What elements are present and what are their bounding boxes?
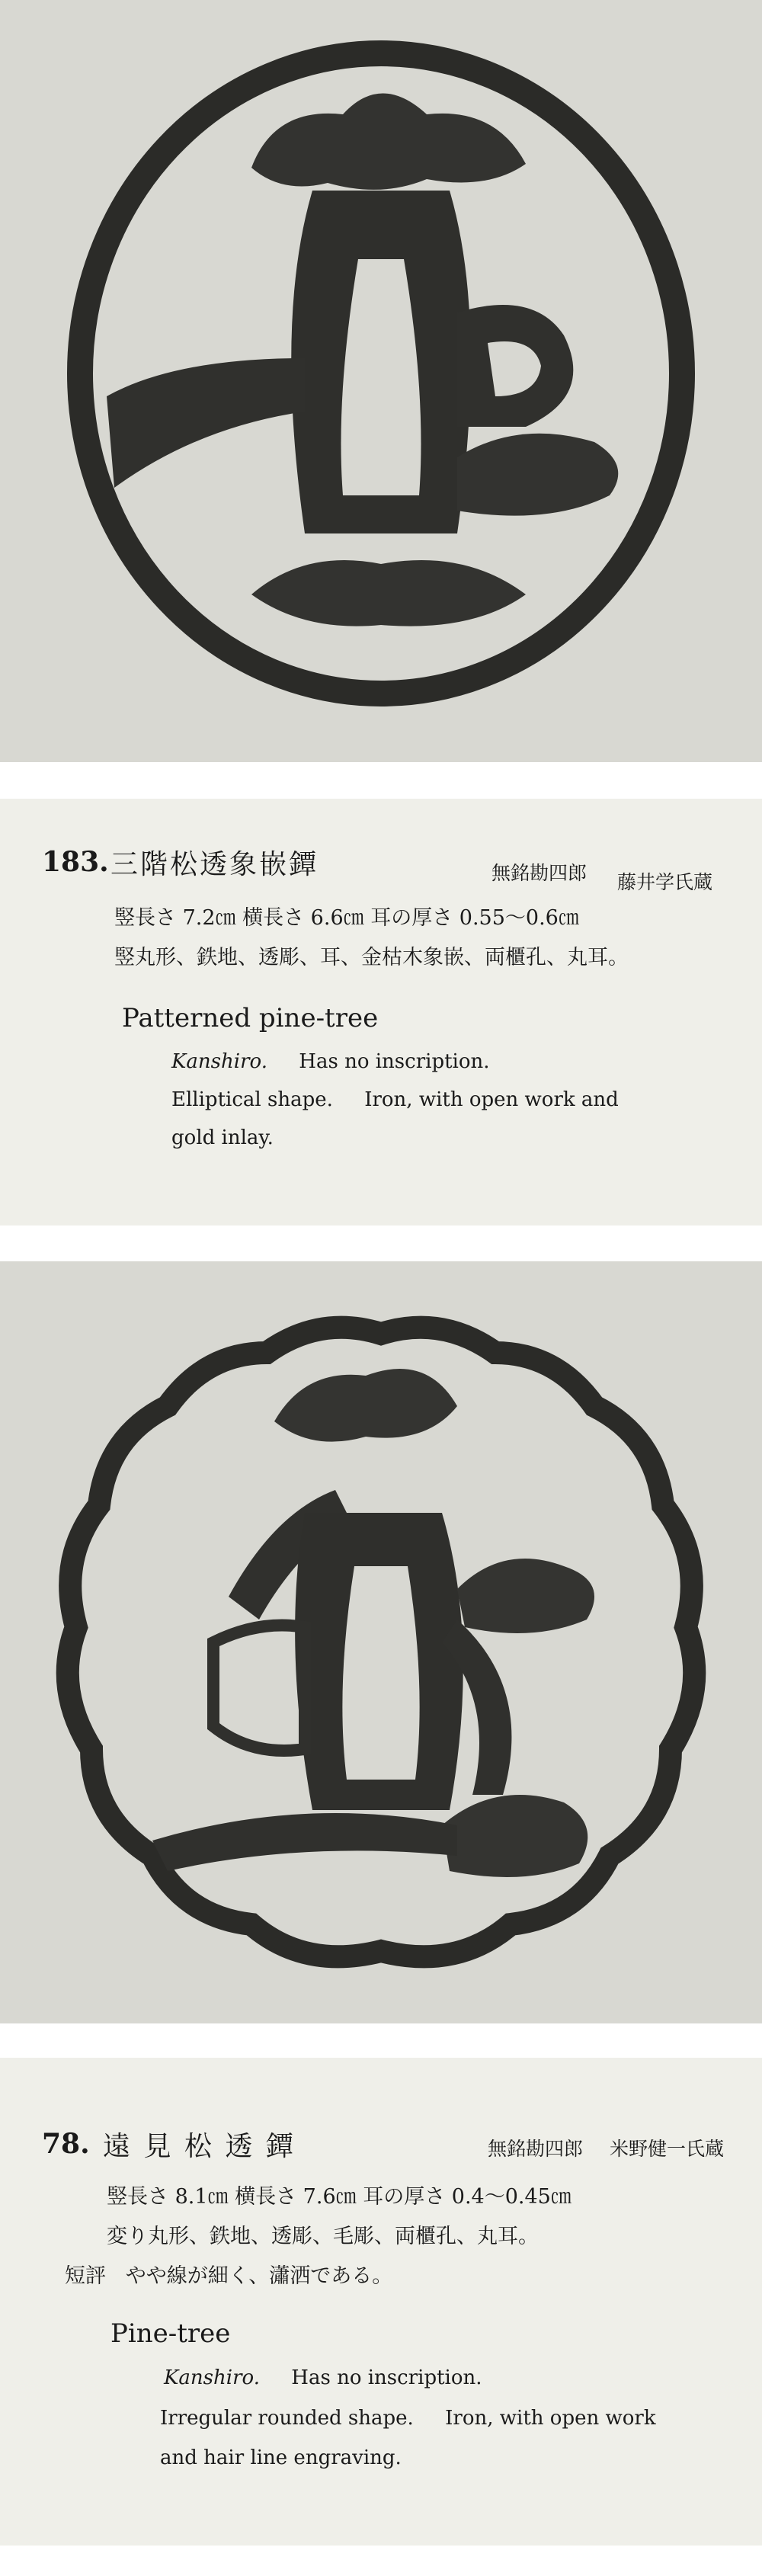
material-en-2: and hair line engraving. (160, 2446, 402, 2469)
description-jp: 竪丸形、鉄地、透彫、耳、金枯木象嵌、両櫃孔、丸耳。 (114, 946, 629, 969)
owner-jp: 藤井学氏蔵 (617, 871, 713, 893)
inscription-en: Has no inscription. (299, 1050, 490, 1073)
maker-en: Kanshiro. (164, 2366, 260, 2389)
english-title: Patterned pine-tree (122, 1003, 379, 1033)
entry-number: 183. (42, 846, 109, 878)
tsuba-78-image (0, 1261, 762, 2023)
tsuba-78-photo (0, 1261, 762, 2023)
entry-78-caption (0, 2058, 762, 2546)
shape-line (160, 2407, 656, 2430)
owner-jp: 米野健一氏蔵 (610, 2138, 725, 2160)
critique-label: 短評 (65, 2264, 106, 2288)
maker-line (171, 1050, 490, 1073)
tsuba-183-image (0, 0, 762, 762)
maker-jp: 無銘勘四郎 (488, 2138, 584, 2160)
inscription-en: Has no inscription. (291, 2366, 482, 2389)
entry-title: 遠 見 松 透 鐔 (103, 2131, 296, 2162)
measurements: 竪長さ 8.1㎝ 横長さ 7.6㎝ 耳の厚さ 0.4～0.45㎝ (107, 2185, 572, 2209)
maker-jp: 無銘勘四郎 (491, 862, 588, 884)
shape-en: Elliptical shape. (171, 1088, 333, 1111)
shape-line (171, 1088, 619, 1111)
material-en-2: gold inlay. (171, 1126, 274, 1149)
critique-text: やや線が細く、瀟洒である。 (125, 2264, 393, 2288)
tsuba-183-photo (0, 0, 762, 762)
entry-title: 三階松透象嵌鐔 (110, 849, 319, 880)
english-title: Pine-tree (110, 2318, 231, 2349)
maker-line (164, 2366, 482, 2389)
description-jp: 変り丸形、鉄地、透彫、毛彫、両櫃孔、丸耳。 (107, 2225, 539, 2248)
measurements: 竪長さ 7.2㎝ 横長さ 6.6㎝ 耳の厚さ 0.55～0.6㎝ (114, 906, 579, 930)
entry-183-caption (0, 799, 762, 1226)
material-en: Iron, with open work (445, 2407, 656, 2430)
entry-number: 78. (42, 2128, 90, 2160)
maker-en: Kanshiro. (171, 1050, 267, 1073)
critique-line (65, 2259, 392, 2289)
material-en: Iron, with open work and (364, 1088, 619, 1111)
shape-en: Irregular rounded shape. (160, 2407, 414, 2430)
